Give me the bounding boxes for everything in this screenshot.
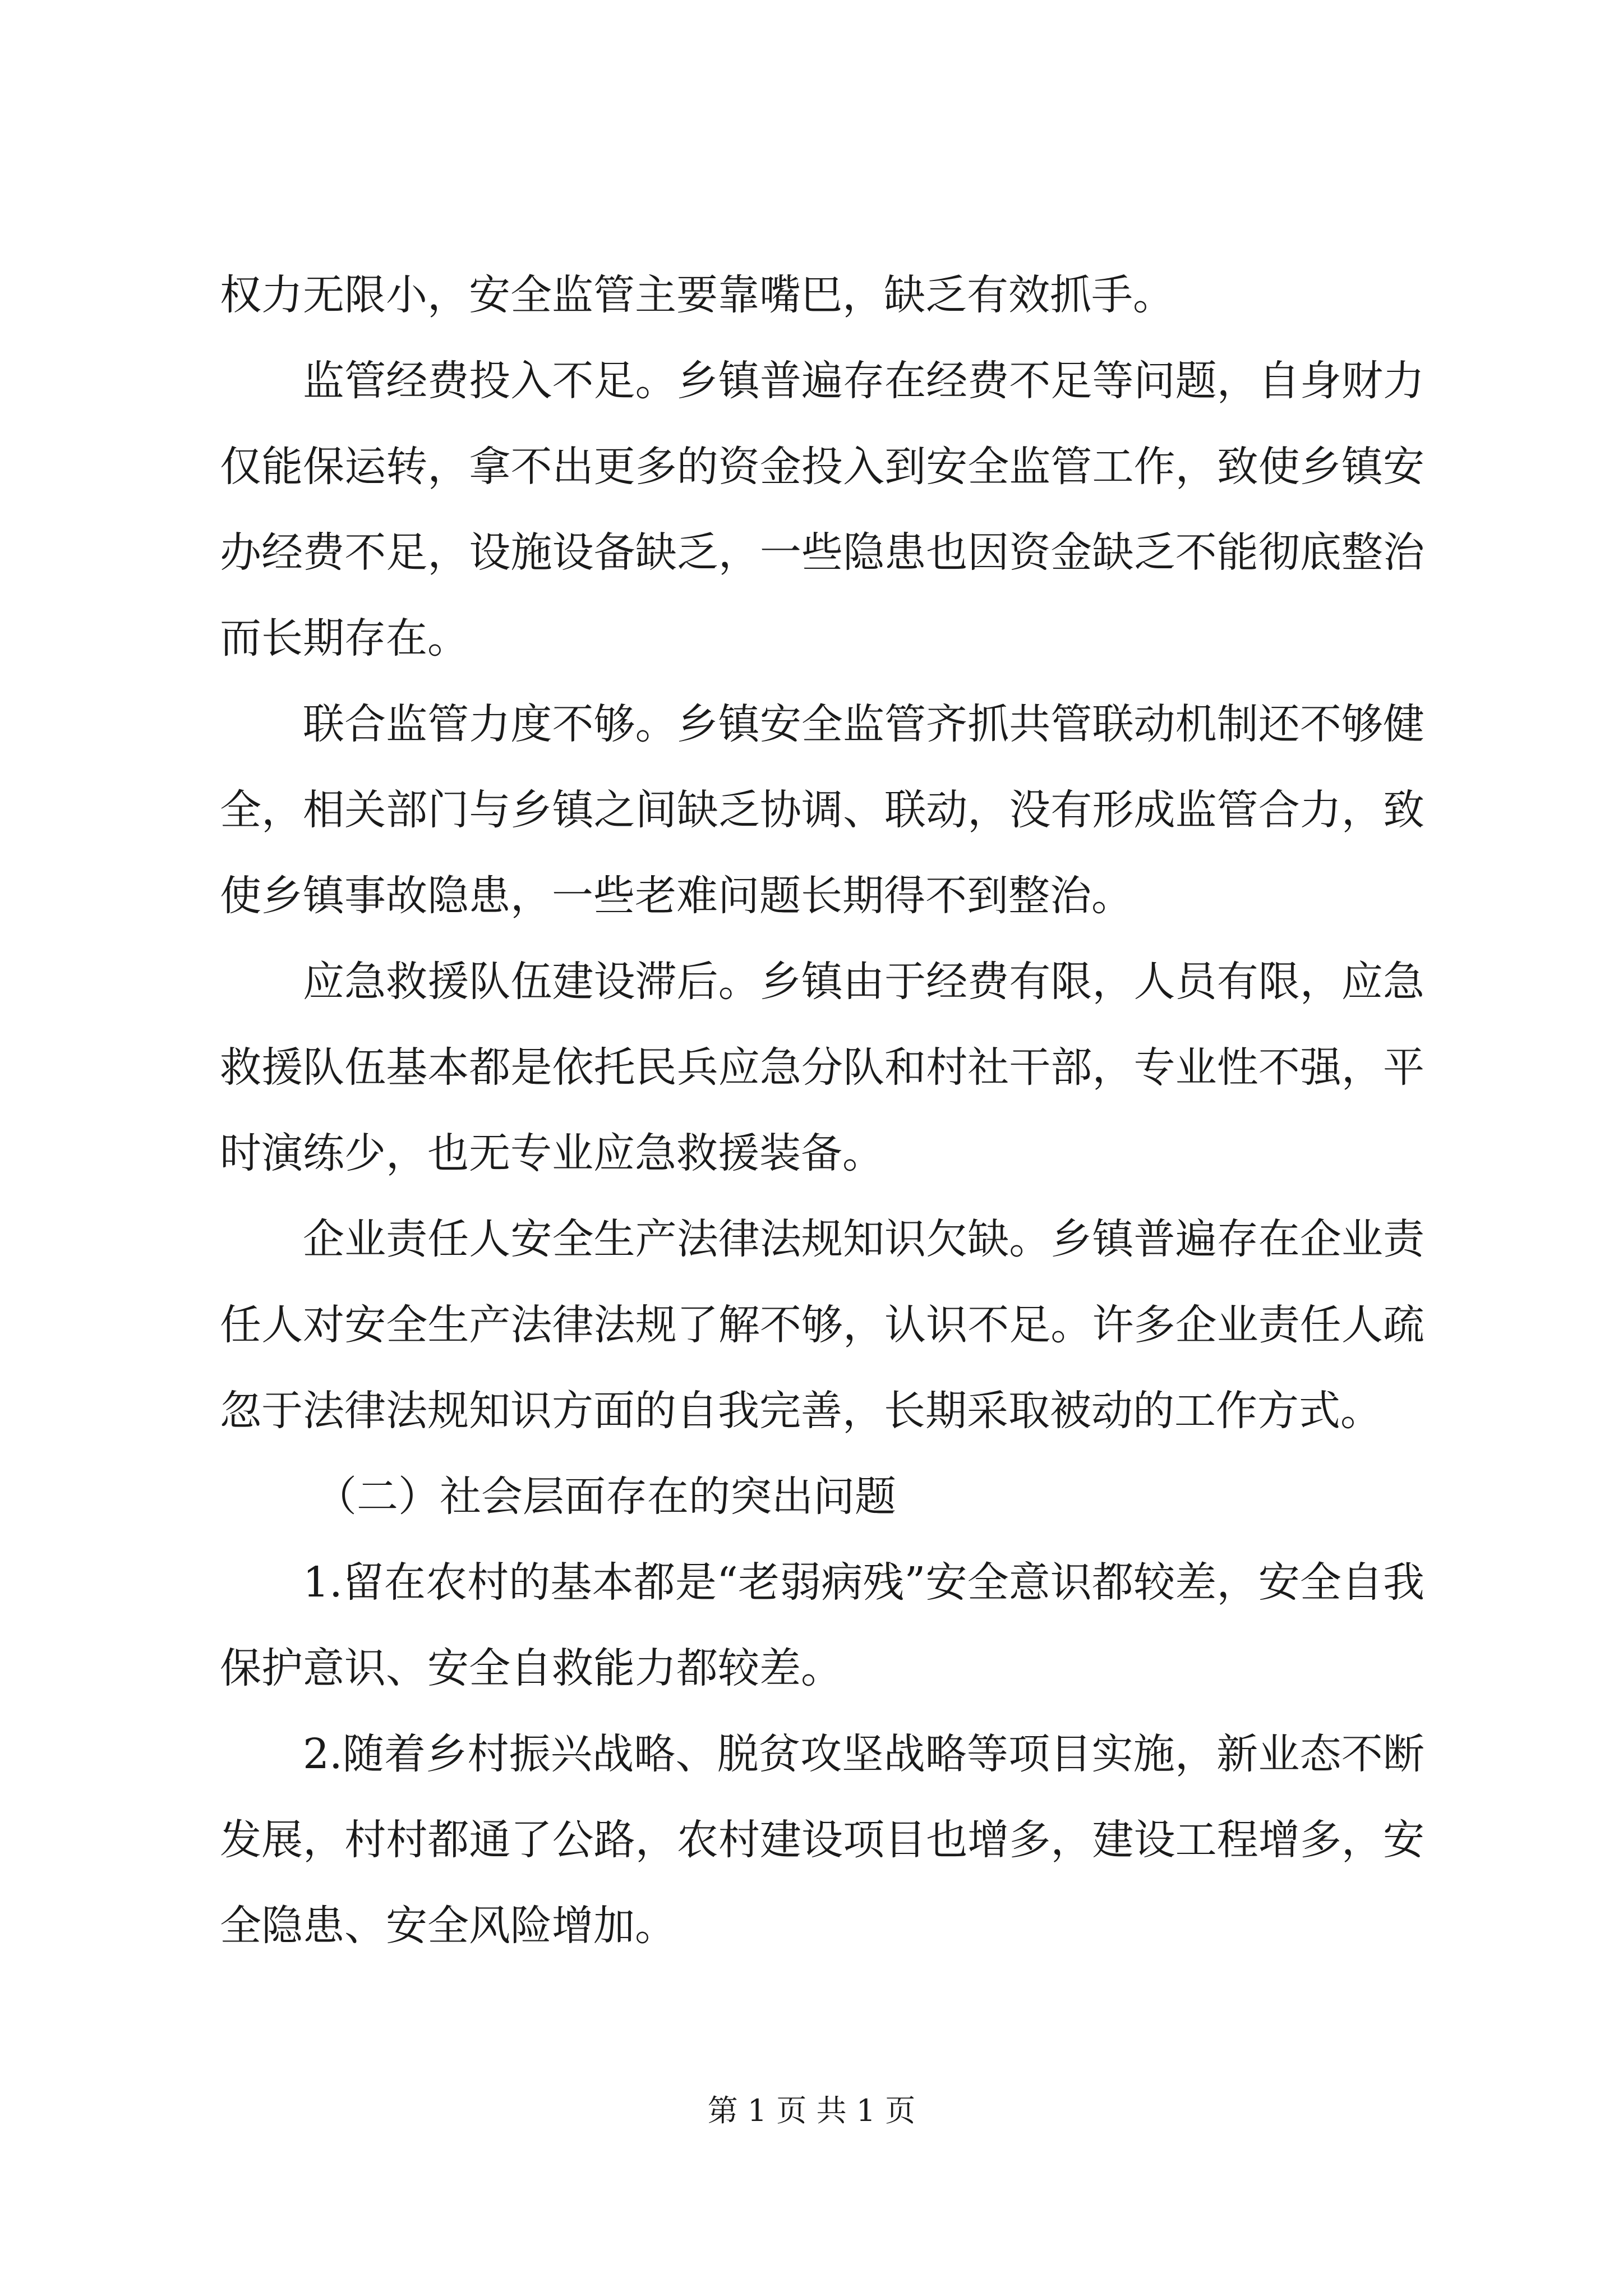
page-footer: 第 1 页 共 1 页 (707, 2093, 916, 2128)
document-body (220, 252, 1424, 1969)
paragraph-continuation: 权力无限小，安全监管主要靠嘴巴，缺乏有效抓手。 (220, 271, 1174, 319)
section-heading: （二）社会层面存在的突出问题 (315, 1473, 896, 1521)
paragraph-emergency-rescue: 应急救援队伍建设滞后。乡镇由于经费有限，人员有限，应急救援队伍基本都是依托民兵应急分队和村社干部，专业性不强，平时演练少，也无专业应急救援装备。 (220, 958, 1424, 1177)
list-item-1: 1.留在农村的基本都是“老弱病残”安全意识都较差，安全自我保护意识、安全自救能力都较差。 (220, 1558, 1424, 1692)
paragraph-joint-supervision: 联合监管力度不够。乡镇安全监管齐抓共管联动机制还不够健全，相关部门与乡镇之间缺乏协调、联动，没有形成监管合力，致使乡镇事故隐患，一些老难问题长期得不到整治。 (220, 700, 1424, 920)
paragraph-funding: 监管经费投入不足。乡镇普遍存在经费不足等问题，自身财力仅能保运转，拿不出更多的资金投入到安全监管工作，致使乡镇安办经费不足，设施设备缺乏，一些隐患也因资金缺乏不能彻底整治而长期存在。 (220, 357, 1424, 662)
list-item-2: 2.随着乡村振兴战略、脱贫攻坚战略等项目实施，新业态不断发展，村村都通了公路，农村建设项目也增多，建设工程增多，安全隐患、安全风险增加。 (220, 1730, 1424, 1950)
paragraph-enterprise-knowledge: 企业责任人安全生产法律法规知识欠缺。乡镇普遍存在企业责任人对安全生产法律法规了解不够，认识不足。许多企业责任人疏忽于法律法规知识方面的自我完善，长期采取被动的工作方式。 (220, 1215, 1424, 1435)
